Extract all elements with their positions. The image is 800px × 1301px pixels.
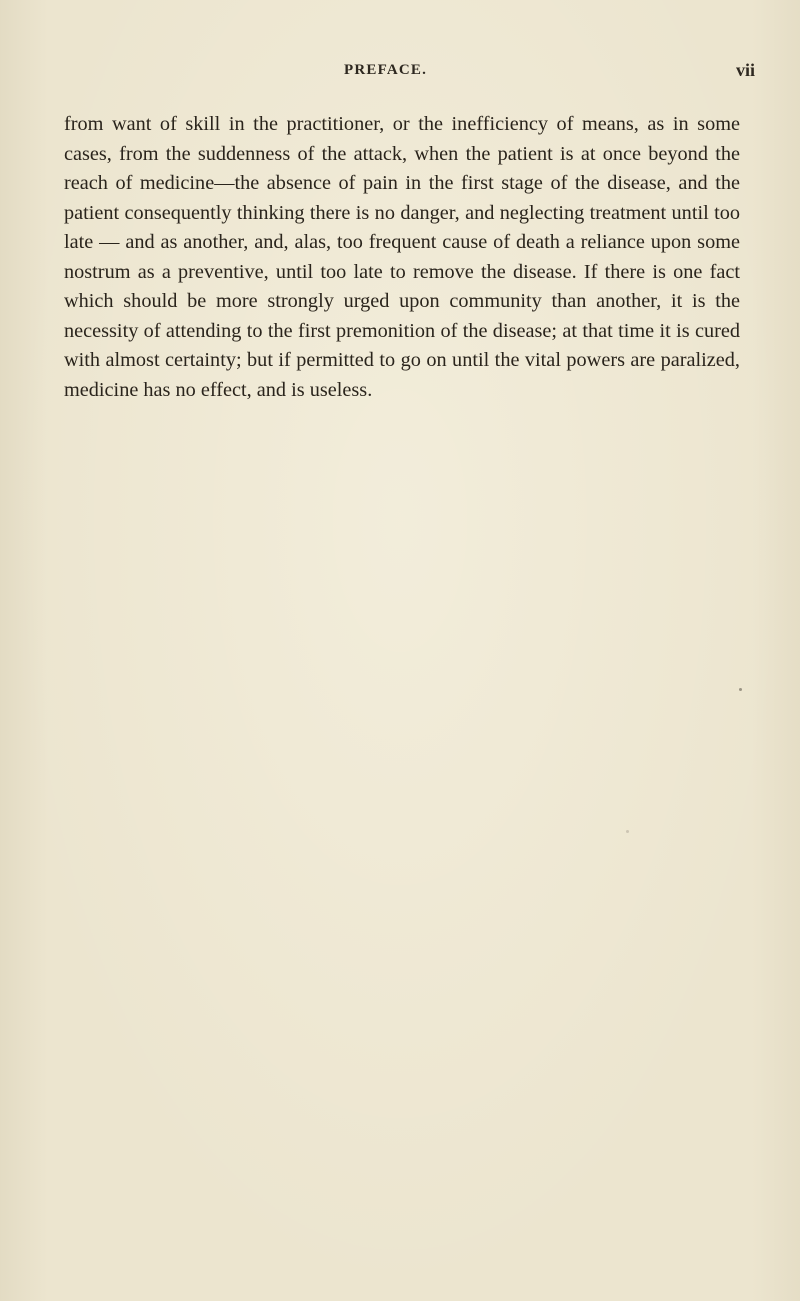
paragraph: from want of skill in the practitioner, or the inefficiency of means, as in some cases, from the suddenness of the attack, when the patient is at once beyond the reach of medicine—the absence of pain in the first stage of the disease, and the patient consequently thinking there is no danger, and neglecting treatment until too late — and as another, and, alas, too frequent cause of death a reliance upon some nostrum as a preventive, until too late to remove the disease. If there is one fact which should be more strongly urged upon community than another, it is the necessity of attending to the first premonition of the disease; at that time it is cured with almost certainty; but if permitted to go on until the vital powers are paralized, medicine has no effect, and is useless.	[64, 113, 740, 401]
body-text	[64, 110, 740, 405]
paper-speck	[739, 688, 742, 691]
page-number: vii	[736, 60, 756, 80]
paper-speck	[626, 830, 629, 833]
page-header	[0, 62, 800, 88]
running-head: PREFACE.	[344, 62, 428, 78]
